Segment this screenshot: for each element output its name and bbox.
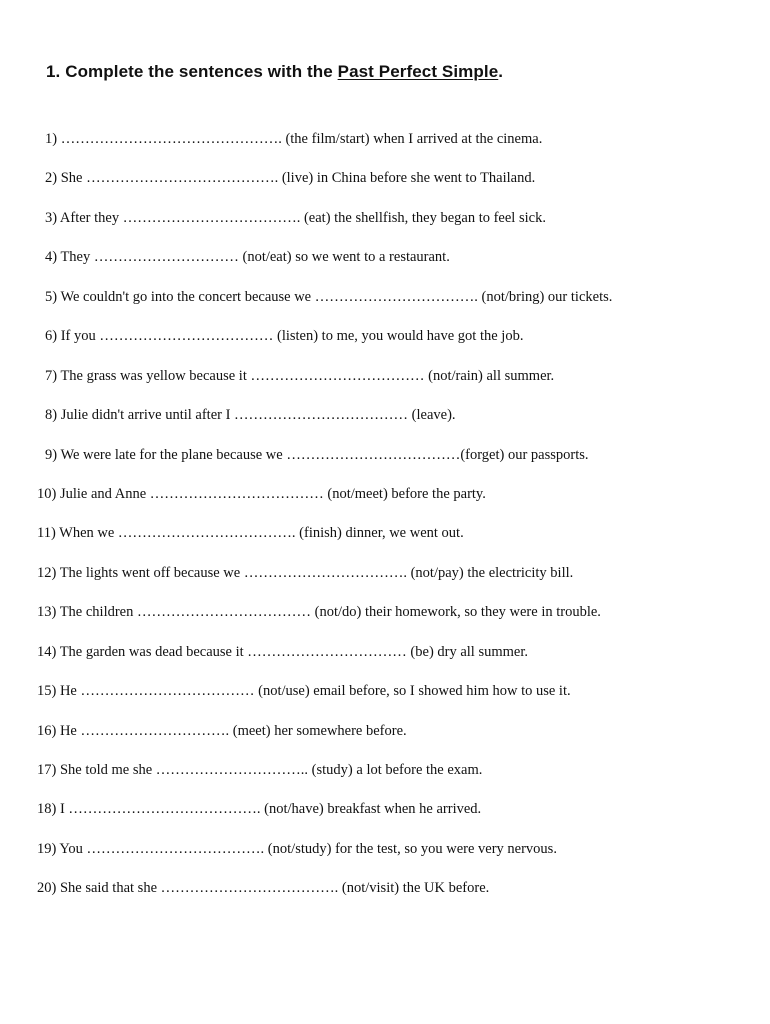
sentence-item: 16) He …………………………. (meet) her somewhere before.: [37, 722, 407, 739]
sentence-list: [0, 129, 770, 918]
sentence-item: 4) They ………………………… (not/eat) so we went to a restaurant.: [45, 249, 450, 266]
title-suffix: .: [498, 62, 504, 81]
sentence-item: 10) Julie and Anne ……………………………… (not/meet) before the party.: [37, 485, 486, 502]
sentence-item: 12) The lights went off because we ……………………………. (not/pay) the electricity bill.: [37, 564, 574, 581]
sentence-item: 2) She …………………………………. (live) in China before she went to Thailand.: [45, 170, 536, 187]
sentence-item: 19) You ………………………………. (not/study) for the test, so you were very nervous.: [37, 840, 557, 857]
sentence-item: 17) She told me she ………………………….. (study) a lot before the exam.: [37, 762, 483, 778]
exercise-title: [46, 62, 503, 82]
sentence-item: 8) Julie didn't arrive until after I ……………………………… (leave).: [45, 407, 456, 424]
sentence-item: 9) We were late for the plane because we ………………………………(forget) our passports.: [45, 446, 589, 463]
sentence-item: 7) The grass was yellow because it ……………………………… (not/rain) all summer.: [45, 367, 555, 384]
sentence-item: 13) The children ……………………………… (not/do) their homework, so they were in trouble.: [37, 604, 601, 621]
sentence-item: 20) She said that she ………………………………. (not/visit) the UK before.: [37, 880, 490, 897]
sentence-item: 15) He ……………………………… (not/use) email before, so I showed him how to use it.: [37, 683, 571, 700]
title-prefix: 1. Complete the sentences with the: [46, 62, 338, 81]
sentence-item: 11) When we ………………………………. (finish) dinner, we went out.: [37, 525, 464, 542]
sentence-item: 6) If you ……………………………… (listen) to me, you would have got the job.: [45, 328, 524, 345]
sentence-item: 3) After they ………………………………. (eat) the shellfish, they began to feel sick.: [45, 209, 546, 226]
sentence-item: 1) ………………………………………. (the film/start) when I arrived at the cinema.: [45, 131, 543, 147]
sentence-item: 18) I …………………………………. (not/have) breakfast when he arrived.: [37, 801, 482, 818]
sentence-item: 14) The garden was dead because it …………………………… (be) dry all summer.: [37, 643, 529, 660]
title-tense: Past Perfect Simple: [337, 62, 499, 81]
sentence-item: 5) We couldn't go into the concert because we ……………………………. (not/bring) our tickets.: [45, 288, 613, 305]
